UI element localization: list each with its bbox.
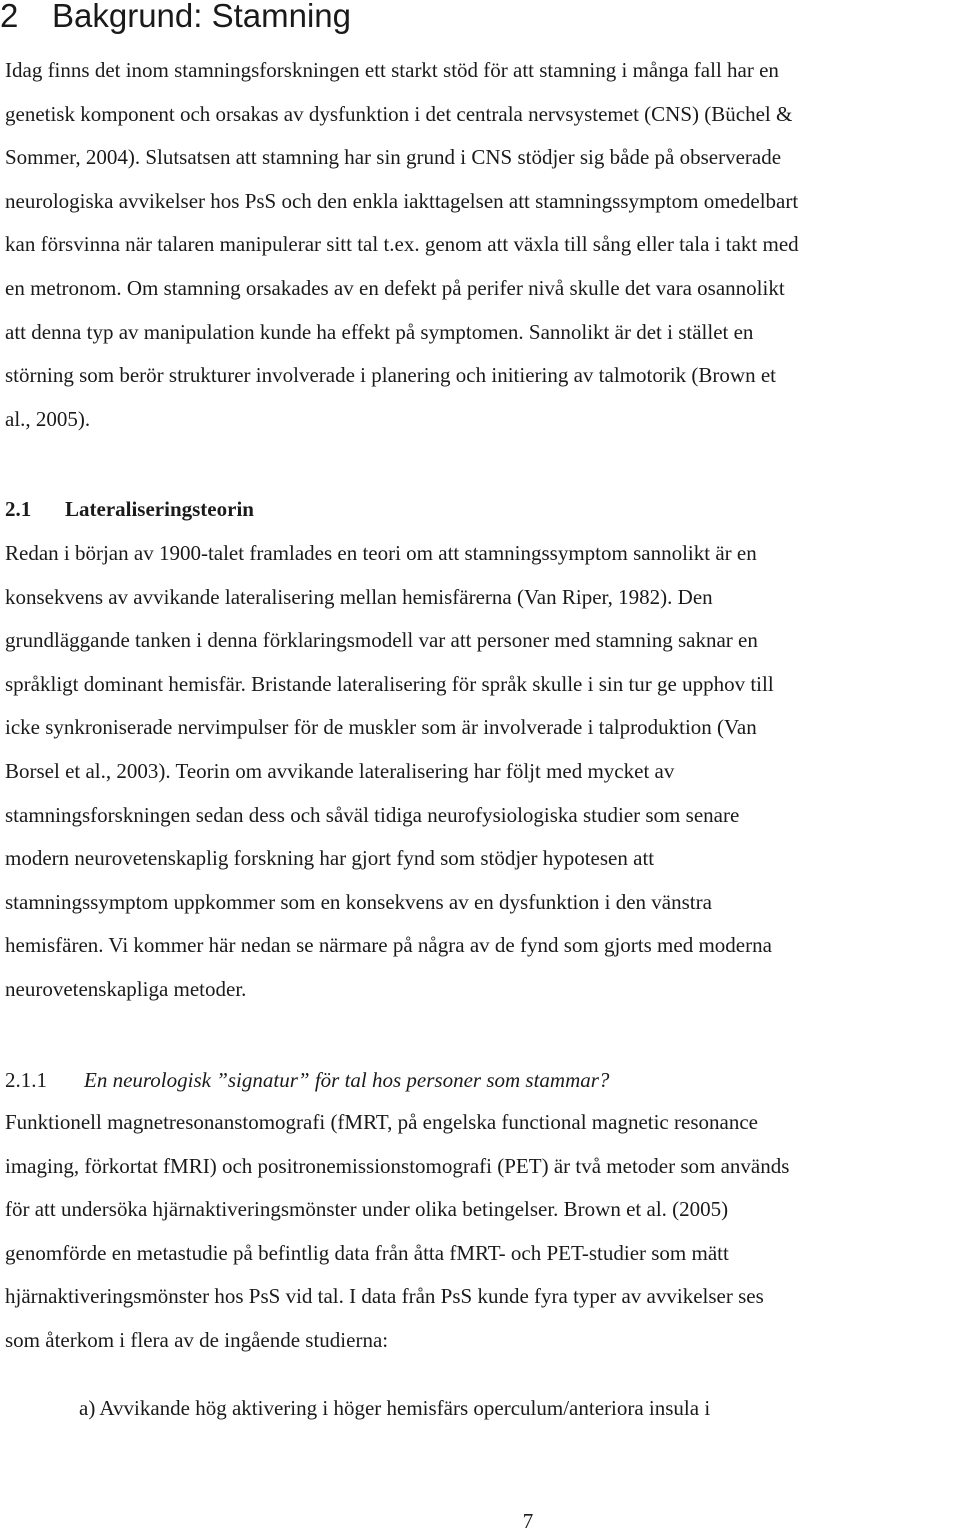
heading-3-number: 2.1.1 — [5, 1068, 47, 1092]
heading-2-number: 2.1 — [5, 497, 32, 521]
text-line: Idag finns det inom stamningsforskningen ett starkt stöd för att stamning i många fall har en — [5, 58, 779, 82]
text-line: neurovetenskapliga metoder. — [5, 976, 247, 1001]
page-number: 7 — [522, 1509, 534, 1533]
heading-2-title: Lateraliseringsteorin — [65, 497, 254, 521]
text-line: hjärnaktiveringsmönster hos PsS vid tal. I data från PsS kunde fyra typer av avvikelser ses — [5, 1284, 764, 1309]
text-line: genomförde en metastudie på befintlig data från åtta fMRT- och PET-studier som mätt — [5, 1240, 729, 1265]
text-line: Sommer, 2004). Slutsatsen att stamning har sin grund i CNS stödjer sig både på observerade — [5, 145, 782, 170]
text-line: Funktionell magnetresonanstomografi (fMRT, på engelska functional magnetic resonance — [5, 1110, 758, 1134]
text-line: imaging, förkortat fMRI) och positronemissionstomografi (PET) är två metoder som används — [5, 1153, 790, 1178]
text-line: icke synkroniserade nervimpulser för de muskler som är involverade i talproduktion (Van — [5, 715, 757, 740]
text-line: störning som berör strukturer involverade i planering och initiering av talmotorik (Brown et — [5, 363, 776, 388]
text-line: stamningsforskningen sedan dess och såväl tidiga neurofysiologiska studier som senare — [5, 802, 740, 827]
text-line: konsekvens av avvikande lateralisering mellan hemisfärerna (Van Riper, 1982). Den — [5, 584, 713, 609]
heading-3 — [5, 1062, 609, 1098]
text-line: kan försvinna när talaren manipulerar sitt tal t.ex. genom att växla till sång eller tala i takt med — [5, 232, 799, 257]
paragraph-intro — [5, 49, 960, 441]
text-line: Redan i början av 1900-talet framlades en teori om att stamningssymptom sannolikt är en — [5, 541, 757, 565]
text-line: grundläggande tanken i denna förklaringsmodell var att personer med stamning saknar en — [5, 628, 758, 653]
text-line: modern neurovetenskaplig forskning har gjort fynd som stödjer hypotesen att — [5, 846, 655, 871]
heading-1-title: Bakgrund: Stamning — [52, 0, 352, 34]
text-line: att denna typ av manipulation kunde ha effekt på symptomen. Sannolikt är det i stället en — [5, 319, 754, 344]
text-line: al., 2005). — [5, 406, 91, 431]
text-line: stamningssymptom uppkommer som en konsekvens av en dysfunktion i den vänstra — [5, 889, 712, 914]
heading-1-number: 2 — [0, 0, 19, 34]
text-line: språkligt dominant hemisfär. Bristande lateralisering för språk skulle i sin tur ge upphov till — [5, 671, 774, 696]
text-line: som återkom i flera av de ingående studierna: — [5, 1327, 389, 1352]
text-line: för att undersöka hjärnaktiveringsmönster under olika betingelser. Brown et al. (2005) — [5, 1197, 729, 1222]
text-line: genetisk komponent och orsakas av dysfunktion i det centrala nervsystemet (CNS) (Büchel & — [5, 101, 793, 126]
text-line: hemisfären. Vi kommer här nedan se närmare på några av de fynd som gjorts med moderna — [5, 933, 772, 958]
heading-2 — [5, 491, 254, 527]
heading-3-title: En neurologisk ”signatur” för tal hos personer som stammar? — [84, 1068, 610, 1092]
text-line: en metronom. Om stamning orsakades av en defekt på perifer nivå skulle det vara osannolikt — [5, 275, 785, 300]
text-line: Borsel et al., 2003). Teorin om avvikande lateralisering har följt med mycket av — [5, 758, 675, 783]
list-item-a: a) Avvikande hög aktivering i höger hemisfärs operculum/anteriora insula i — [79, 1396, 711, 1420]
paragraph-signature — [5, 1101, 960, 1363]
paragraph-lateralisation — [5, 532, 960, 1012]
text-line: neurologiska avvikelser hos PsS och den enkla iakttagelsen att stamningssymptom omedelbart — [5, 188, 799, 213]
heading-1 — [0, 0, 351, 38]
